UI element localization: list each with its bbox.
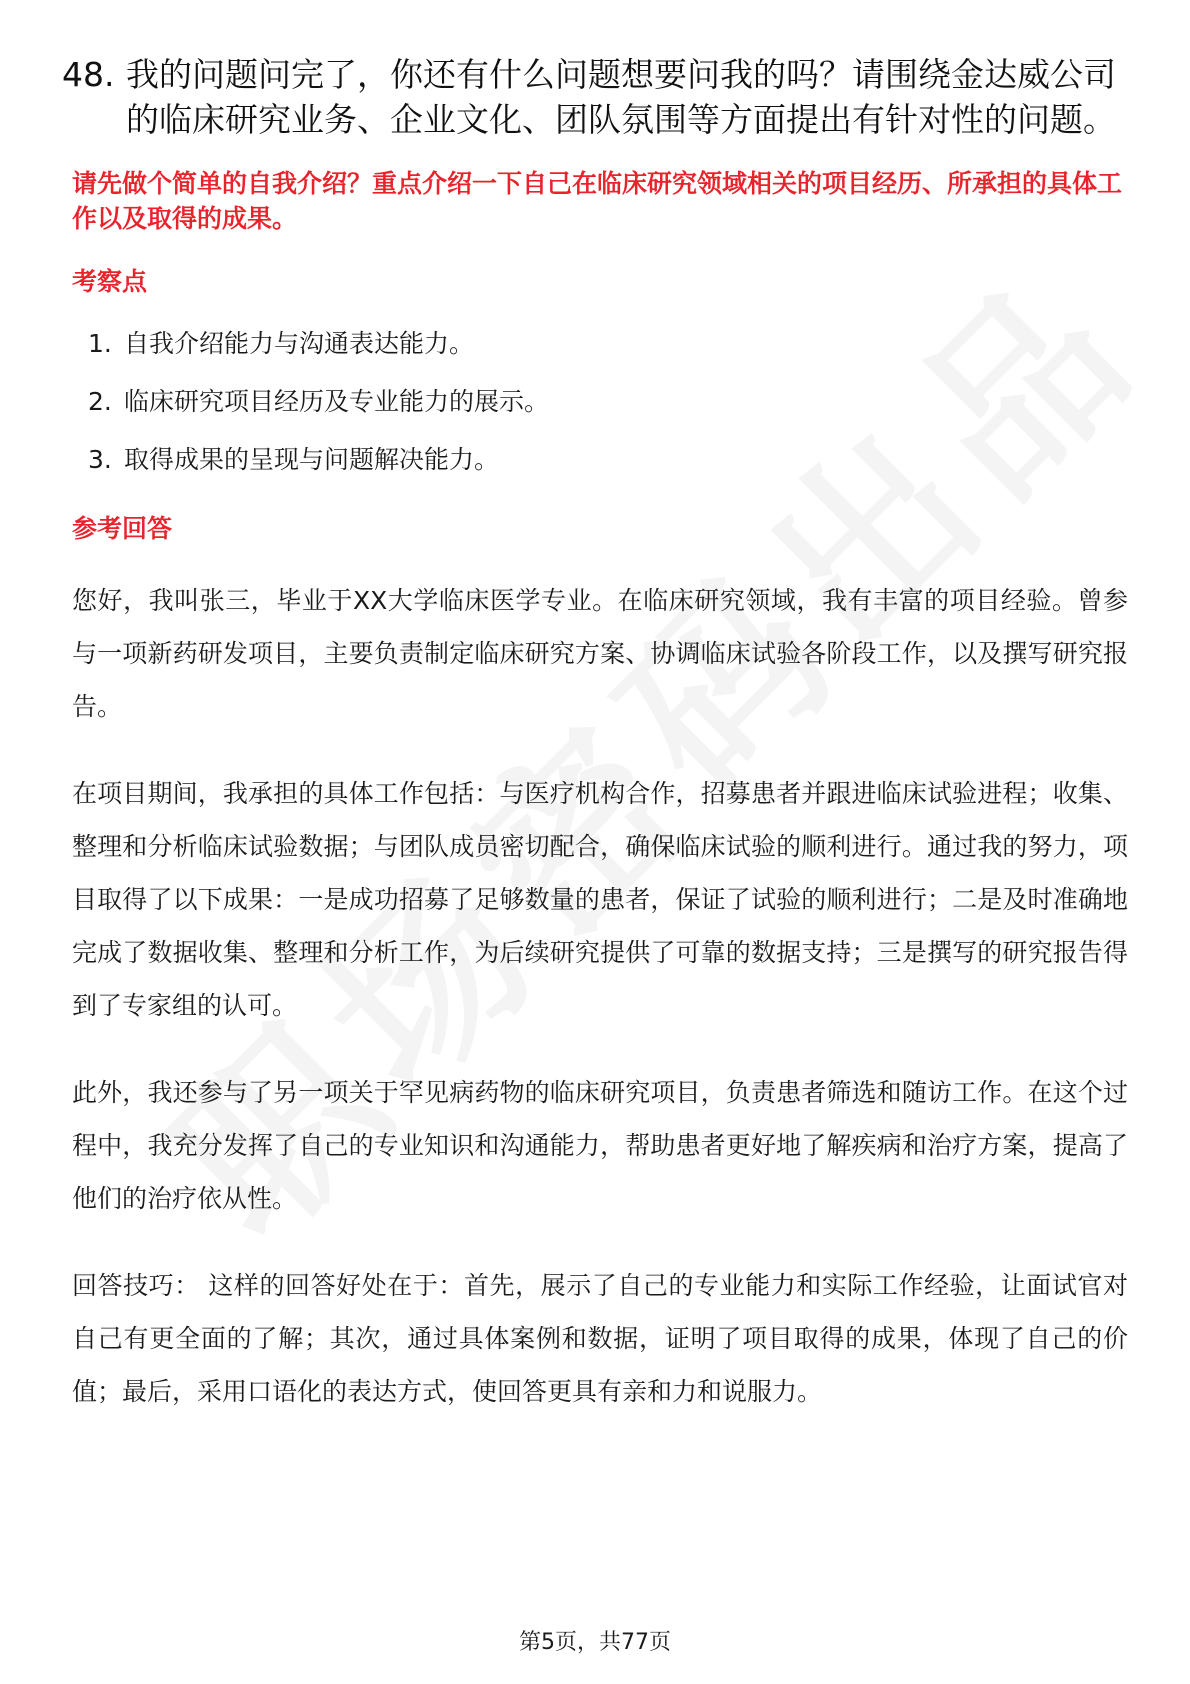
list-item-number: 2.	[88, 387, 112, 416]
question-text: 我的问题问完了，你还有什么问题想要问我的吗？请围绕金达威公司的临床研究业务、企业文化、团队氛围等方面提出有针对性的问题。	[126, 55, 1116, 139]
list-item-text: 临床研究项目经历及专业能力的展示。	[124, 387, 550, 416]
list-item-text: 取得成果的呈现与问题解决能力。	[124, 445, 500, 474]
list-item	[88, 443, 1128, 477]
question-heading	[62, 52, 1128, 142]
answer-paragraph: 此外，我还参与了另一项关于罕见病药物的临床研究项目，负责患者筛选和随访工作。在这个过程中，我充分发挥了自己的专业知识和沟通能力，帮助患者更好地了解疾病和治疗方案，提高了他们的治疗依从性。	[72, 1078, 1128, 1213]
list-item-text: 自我介绍能力与沟通表达能力。	[124, 329, 475, 358]
answer-paragraph: 您好，我叫张三，毕业于XX大学临床医学专业。在临床研究领域，我有丰富的项目经验。曾参与一项新药研发项目，主要负责制定临床研究方案、协调临床试验各阶段工作，以及撰写研究报告。	[72, 586, 1128, 721]
document-body	[62, 52, 1128, 1452]
list-item	[88, 327, 1128, 361]
answer-tip-paragraph: 回答技巧： 这样的回答好处在于：首先，展示了自己的专业能力和实际工作经验，让面试官对自己有更全面的了解；其次，通过具体案例和数据，证明了项目取得的成果，体现了自己的价值；最后，采用口语化的表达方式，使回答更具有亲和力和说服力。	[72, 1271, 1128, 1406]
page-number: 第5页，共77页	[519, 1630, 671, 1655]
list-item	[88, 385, 1128, 419]
focus-heading: 考察点	[72, 267, 148, 296]
list-item-number: 3.	[88, 445, 112, 474]
question-number: 48.	[62, 55, 115, 94]
interview-prompt: 请先做个简单的自我介绍？重点介绍一下自己在临床研究领域相关的项目经历、所承担的具体工作以及取得的成果。	[72, 169, 1123, 233]
focus-list	[72, 327, 1128, 477]
answer-paragraph: 在项目期间，我承担的具体工作包括：与医疗机构合作，招募患者并跟进临床试验进程；收集、整理和分析临床试验数据；与团队成员密切配合，确保临床试验的顺利进行。通过我的努力，项目取得了以下成果：一是成功招募了足够数量的患者，保证了试验的顺利进行；二是及时准确地完成了数据收集、整理和分析工作，为后续研究提供了可靠的数据支持；三是撰写的研究报告得到了专家组的认可。	[72, 779, 1128, 1020]
list-item-number: 1.	[88, 329, 112, 358]
answer-heading: 参考回答	[72, 514, 173, 543]
